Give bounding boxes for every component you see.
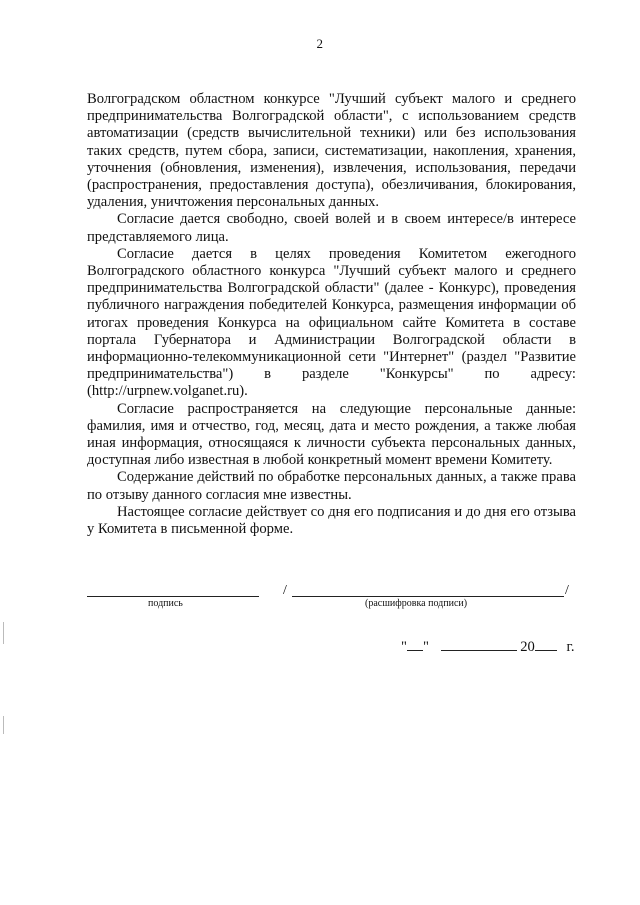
paragraph-data-scope: Согласие распространяется на следующие персональные данные: фамилия, имя и отчество, год, месяц, дата и место рождения, а также любая иная информация, относящаяся к личности субъекта персональных данных, доступная либо известная в любой конкретный момент времени Комитету.: [87, 400, 576, 469]
scan-edge-mark: [3, 622, 4, 644]
year-suffix: г.: [566, 639, 575, 655]
signature-decoding-caption: (расшифровка подписи): [365, 598, 468, 609]
paragraph-purpose: Согласие дается в целях проведения Комитетом ежегодного Волгоградского областного конкурса "Лучший субъект малого и среднего предпринимательства Волгоградской области" (далее - Конкурс), проведения публичного награждения победителей Конкурса, размещения информации об итогах проведения Конкурса на официальном сайте Комитета в составе портала Губернатора и Администрации Волгоградской области в информационно-телекоммуникационной сети "Интернет" (раздел "Развитие предпринимательства") в разделе "Конкурсы" по адресу: (http://urpnew.volganet.ru).: [87, 245, 576, 400]
paragraph-free-will: Согласие дается свободно, своей волей и в своем интересе/в интересе представляемого лица.: [87, 211, 576, 245]
date-line: [401, 637, 575, 656]
slash-separator-right: /: [565, 583, 569, 598]
date-quote-close: ": [422, 639, 429, 655]
signature-line: [87, 596, 259, 597]
year-prefix: 20: [520, 639, 535, 655]
month-blank: [441, 637, 517, 651]
slash-separator-left: /: [283, 583, 287, 598]
paragraph-rights: Содержание действий по обработке персональных данных, а также права по отзыву данного согласия мне известны.: [87, 469, 576, 503]
year-blank: [535, 637, 557, 651]
day-blank: [407, 637, 423, 651]
page-number: 2: [316, 36, 324, 51]
signature-block: [87, 583, 576, 613]
paragraph-processing-actions: Волгоградском областном конкурсе "Лучший субъект малого и среднего предпринимательства Волгоградской области", с использованием средств автоматизации (средств вычислительной техники) или без использования таких средств, путем сбора, записи, систематизации, накопления, хранения, уточнения (обновления, изменения), извлечения, использования, передачи (распространения, предоставления доступа), обезличивания, блокирования, удаления, уничтожения персональных данных.: [87, 91, 576, 211]
consent-body: [87, 91, 576, 538]
paragraph-validity: Настоящее согласие действует со дня его подписания и до дня его отзыва у Комитета в письменной форме.: [87, 503, 576, 538]
scan-edge-mark: [3, 716, 4, 734]
signature-decoding-line: [292, 596, 564, 597]
signature-caption: подпись: [148, 598, 183, 609]
date-quote-open: ": [401, 639, 407, 655]
